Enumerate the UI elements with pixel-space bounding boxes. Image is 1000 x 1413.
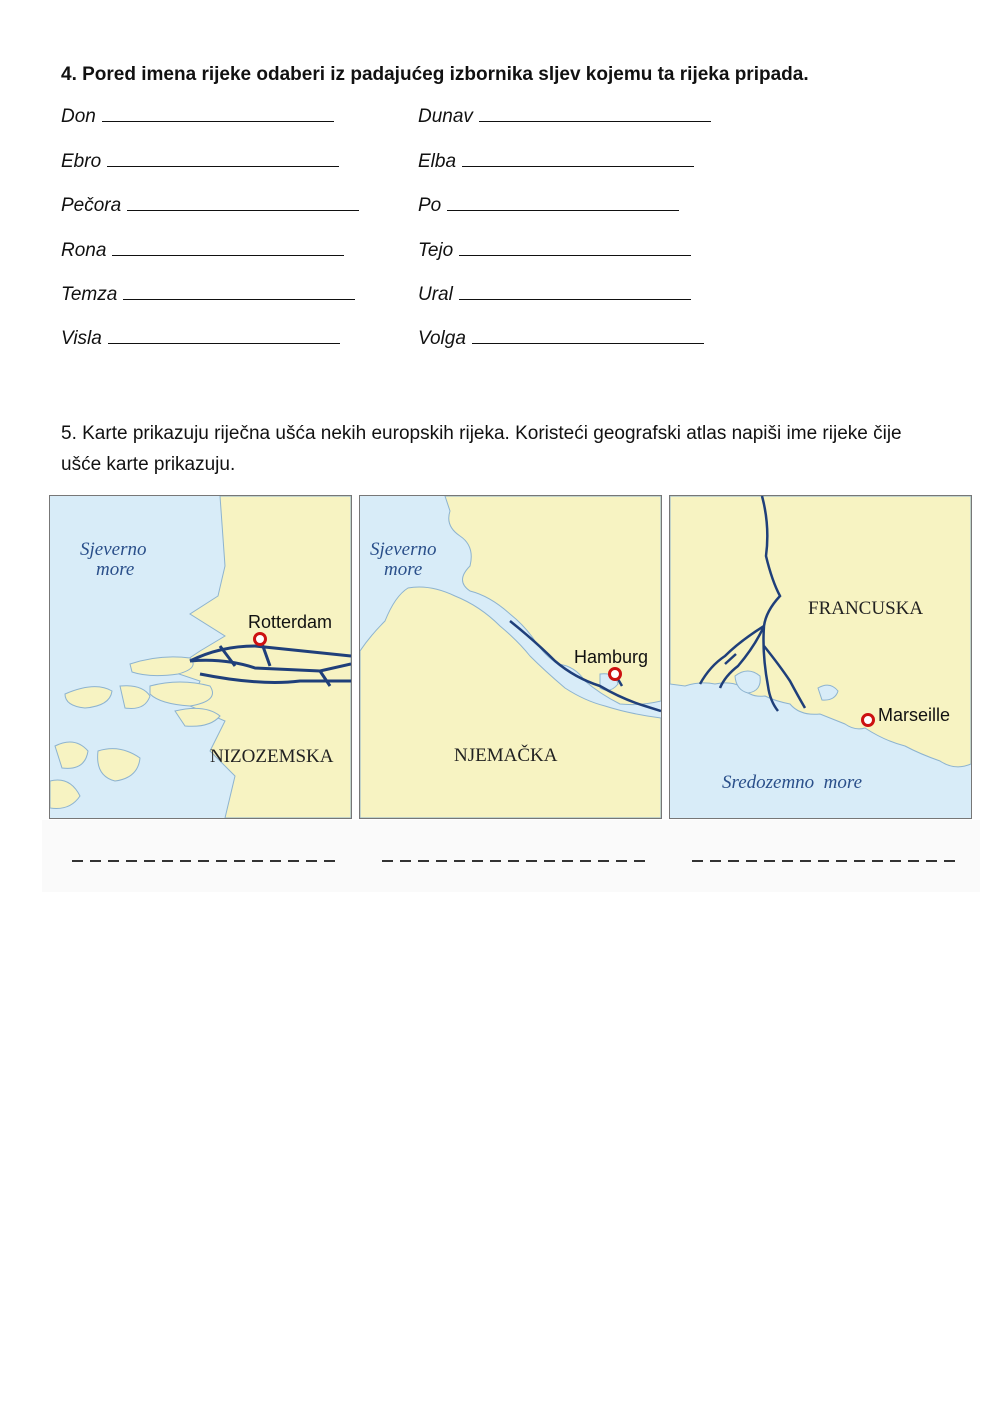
river-name: Po [418,195,442,216]
sea-label: more [96,559,135,580]
city-label: Rotterdam [248,612,333,632]
river-row-po [418,195,679,223]
river-name: Ebro [61,151,102,172]
map-hamburg [359,495,662,819]
city-label: Hamburg [574,647,649,667]
map-hamburg-graphic [360,496,661,818]
answer-dropdown[interactable] [123,285,355,300]
river-row-rona [61,240,344,268]
answer-dropdown[interactable] [459,241,691,256]
river-name: Dunav [418,106,473,127]
river-name: Temza [61,284,118,305]
answer-dropdown[interactable] [108,329,340,344]
river-name: Visla [61,328,102,349]
city-marker-icon [610,669,621,680]
answer-dropdown[interactable] [462,152,694,167]
river-row-temza [61,284,355,312]
city-label: Marseille [878,705,951,725]
answer-dropdown[interactable] [459,285,691,300]
river-row-tejo [418,240,691,268]
river-name: Rona [61,240,107,261]
map-marseille [669,495,972,819]
answer-input-map-2[interactable] [378,848,646,880]
map-marseille-graphic [670,496,971,818]
sea-label: Sjeverno [80,539,147,560]
river-row-visla [61,328,340,356]
map-rotterdam [49,495,352,819]
answer-line-1 [72,860,336,862]
city-marker-icon [863,715,874,726]
river-name: Tejo [418,240,454,261]
river-row-pecora [61,195,359,223]
answer-dropdown[interactable] [447,196,679,211]
river-row-ebro [61,151,339,179]
answer-dropdown[interactable] [472,329,704,344]
sea-label: more [384,559,423,580]
river-name: Pečora [61,195,122,216]
country-label: NJEMAČKA [454,745,558,766]
answer-line-3 [692,860,956,862]
question-4-title: 4. Pored imena rijeke odaberi iz padajućeg izbornika sljev kojemu ta rijeka pripada. [61,64,809,85]
river-row-volga [418,328,704,356]
river-row-ural [418,284,691,312]
river-name: Don [61,106,96,127]
answer-input-map-1[interactable] [68,848,336,880]
answer-dropdown[interactable] [107,152,339,167]
river-name: Volga [418,328,466,349]
answer-dropdown[interactable] [479,107,711,122]
river-name: Elba [418,151,457,172]
city-marker-icon [255,634,266,645]
river-name: Ural [418,284,453,305]
country-label: NIZOZEMSKA [210,746,334,767]
river-row-dunav [418,106,711,134]
answer-dropdown[interactable] [127,196,359,211]
country-label: FRANCUSKA [808,598,924,619]
sea-label: Sredozemno more [722,772,863,793]
answer-input-map-3[interactable] [688,848,956,880]
river-row-don [61,106,334,134]
answer-area [42,820,980,892]
river-row-elba [418,151,694,179]
answer-dropdown[interactable] [112,241,344,256]
answer-line-2 [382,860,646,862]
answer-dropdown[interactable] [102,107,334,122]
map-rotterdam-graphic [50,496,351,818]
sea-label: Sjeverno [370,539,437,560]
question-5-text: 5. Karte prikazuju riječna ušća nekih europskih rijeka. Koristeći geografski atlas napiši ime rijeke čije ušće karte prikazuju. [61,423,902,475]
